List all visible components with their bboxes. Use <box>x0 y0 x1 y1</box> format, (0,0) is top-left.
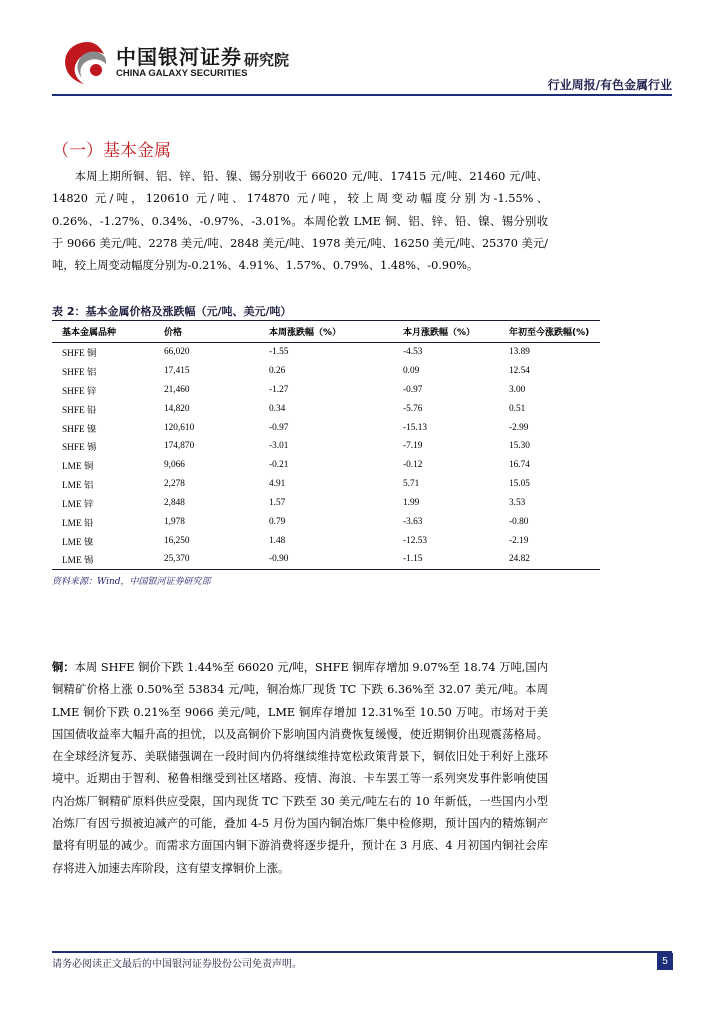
cell-weekly: -1.27 <box>269 384 289 395</box>
cell-metal: LME 锡 <box>62 556 94 567</box>
cell-weekly: 1.48 <box>269 535 286 546</box>
col-header-weekly-change: 本周涨跌幅（%） <box>269 328 342 338</box>
cell-ytd: -2.99 <box>509 422 529 433</box>
cell-price: 120,610 <box>164 422 195 433</box>
cell-monthly: -12.53 <box>403 535 428 546</box>
table-source-note: 资料来源：Wind，中国银河证券研究部 <box>52 577 211 587</box>
section-title: （一）基本金属 <box>52 141 171 161</box>
col-header-price: 价格 <box>164 328 183 338</box>
table-row <box>52 531 600 550</box>
cell-monthly: -15.13 <box>403 422 428 433</box>
cell-price: 17,415 <box>164 365 190 376</box>
cell-monthly: 5.71 <box>403 479 420 490</box>
cell-ytd: -2.19 <box>509 535 529 546</box>
metals-price-table <box>52 320 600 570</box>
galaxy-logo-icon <box>58 38 112 88</box>
table-row <box>52 513 600 532</box>
cell-price: 9,066 <box>164 460 185 471</box>
cell-price: 2,848 <box>164 498 185 509</box>
table-header-row <box>52 321 600 343</box>
cell-metal: SHFE 锡 <box>62 443 97 454</box>
cell-monthly: -0.97 <box>403 384 423 395</box>
page-number: 5 <box>657 953 673 970</box>
cell-metal: LME 铅 <box>62 518 94 529</box>
col-header-ytd-change: 年初至今涨跌幅(%) <box>509 328 590 338</box>
cell-weekly: -0.21 <box>269 460 289 471</box>
cell-monthly: -1.15 <box>403 554 423 565</box>
cell-weekly: 4.91 <box>269 479 286 490</box>
table-row <box>52 550 600 569</box>
cell-weekly: -1.55 <box>269 347 289 358</box>
table-row <box>52 456 600 475</box>
cell-monthly: 0.09 <box>403 365 420 376</box>
cell-ytd: 12.54 <box>509 365 530 376</box>
cell-metal: LME 铝 <box>62 481 94 492</box>
table-row <box>52 399 600 418</box>
cell-price: 25,370 <box>164 554 190 565</box>
cell-ytd: 15.30 <box>509 441 530 452</box>
cell-price: 16,250 <box>164 535 190 546</box>
cell-weekly: -0.97 <box>269 422 289 433</box>
cell-price: 2,278 <box>164 479 185 490</box>
cell-ytd: 13.89 <box>509 347 530 358</box>
cell-weekly: 1.57 <box>269 498 286 509</box>
cell-ytd: 3.00 <box>509 384 526 395</box>
table-row <box>52 343 600 362</box>
cell-ytd: 3.53 <box>509 498 526 509</box>
cell-weekly: -3.01 <box>269 441 289 452</box>
table-row <box>52 418 600 437</box>
cell-metal: SHFE 铅 <box>62 405 97 416</box>
base-metals-paragraph: 本周上期所铜、铝、锌、铅、镍、锡分别收于 66020 元/吨、17415 元/吨、21460 元/吨、14820 元/吨，120610 元/吨、174870 元/吨，较上周变动幅度分别为-1.55%、0.26%、-1.27%、0.34%、-0.97%、-3.01%。本周伦敦 LME 铜、铝、锌、铅、镍、锡分别收于 9066 美元/吨、2278 美元/吨、2848 美元/吨、1978 美元/吨、16250 美元/吨、25370 美元/吨，较上周变动幅度分别为-0.21%、4.91%、1.57%、0.79%、1.48%、-0.90%。 <box>52 170 548 273</box>
cell-price: 66,020 <box>164 347 190 358</box>
logo-subtitle: 研究院 <box>244 51 290 69</box>
col-header-monthly-change: 本月涨跌幅（%） <box>403 328 476 338</box>
copper-paragraph <box>52 656 548 880</box>
cell-monthly: 1.99 <box>403 498 420 509</box>
cell-metal: SHFE 锌 <box>62 386 97 397</box>
cell-metal: LME 镍 <box>62 537 94 548</box>
cell-metal: SHFE 铝 <box>62 367 97 378</box>
cell-monthly: -7.19 <box>403 441 423 452</box>
disclaimer-note: 请务必阅读正文最后的中国银河证券股份公司免责声明。 <box>52 959 302 970</box>
cell-ytd: 15.05 <box>509 479 530 490</box>
cell-metal: SHFE 镍 <box>62 424 97 435</box>
header-divider <box>52 94 672 96</box>
logo-chinese-name: 中国银河证券 <box>116 45 242 69</box>
cell-ytd: 16.74 <box>509 460 530 471</box>
cell-ytd: -0.80 <box>509 516 529 527</box>
cell-monthly: -3.63 <box>403 516 423 527</box>
cell-price: 174,870 <box>164 441 195 452</box>
cell-weekly: 0.79 <box>269 516 286 527</box>
table-row <box>52 361 600 380</box>
table-row <box>52 380 600 399</box>
cell-weekly: 0.26 <box>269 365 286 376</box>
table-row <box>52 475 600 494</box>
table-caption: 表 2：基本金属价格及涨跌幅（元/吨、美元/吨） <box>52 305 292 318</box>
cell-price: 1,978 <box>164 516 185 527</box>
copper-lead: 铜： <box>52 660 75 674</box>
company-logo <box>58 38 318 88</box>
cell-metal: SHFE 铜 <box>62 349 97 360</box>
footer-divider <box>52 951 672 953</box>
logo-english-name: CHINA GALAXY SECURITIES <box>116 68 248 79</box>
copper-text: 本周 SHFE 铜价下跌 1.44%至 66020 元/吨，SHFE 铜库存增加 9.07%至 18.74 万吨,国内铜精矿价格上涨 0.50%至 53834 元/吨，铜冶炼厂现货 TC 下跌 6.36%至 32.07 美元/吨。本周 LME 铜价下跌 0.21%至 9066 美元/吨，LME 铜库存增加 12.31%至 10.50 万吨。市场对于美国国债收益率大幅升高的担忧，以及高铜价下影响国内消费恢复缓慢，使近期铜价出现震荡格局。在全球经济复苏、美联储强调在一段时间内仍将继续维持宽松政策背景下，铜依旧处于利好上涨环境中。近期由于智利、秘鲁相继受到社区堵路、疫情、海浪、卡车罢工等一系列突发事件影响使国内冶炼厂铜精矿原料供应受限，国内现货 TC 下跌至 30 美元/吨左右的 10 年新低，一些国内小型冶炼厂有因亏损被迫减产的可能，叠加 4-5 月份为国内铜冶炼厂集中检修期，预计国内的精炼铜产量将有明显的减少。而需求方面国内铜下游消费将逐步提升，预计在 3 月底、4 月初国内铜社会库存将进入加速去库阶段，这有望支撑铜价上涨。 <box>52 661 548 875</box>
cell-weekly: 0.34 <box>269 403 286 414</box>
col-header-metal: 基本金属品种 <box>62 328 117 338</box>
cell-price: 14,820 <box>164 403 190 414</box>
cell-metal: LME 铜 <box>62 462 94 473</box>
table-row <box>52 437 600 456</box>
cell-monthly: -5.76 <box>403 403 423 414</box>
table-row <box>52 494 600 513</box>
cell-weekly: -0.90 <box>269 554 289 565</box>
cell-ytd: 0.51 <box>509 403 526 414</box>
cell-metal: LME 锌 <box>62 500 94 511</box>
cell-ytd: 24.82 <box>509 554 530 565</box>
report-category: 行业周报/有色金属行业 <box>547 78 672 92</box>
cell-price: 21,460 <box>164 384 190 395</box>
cell-monthly: -4.53 <box>403 347 423 358</box>
cell-monthly: -0.12 <box>403 460 423 471</box>
